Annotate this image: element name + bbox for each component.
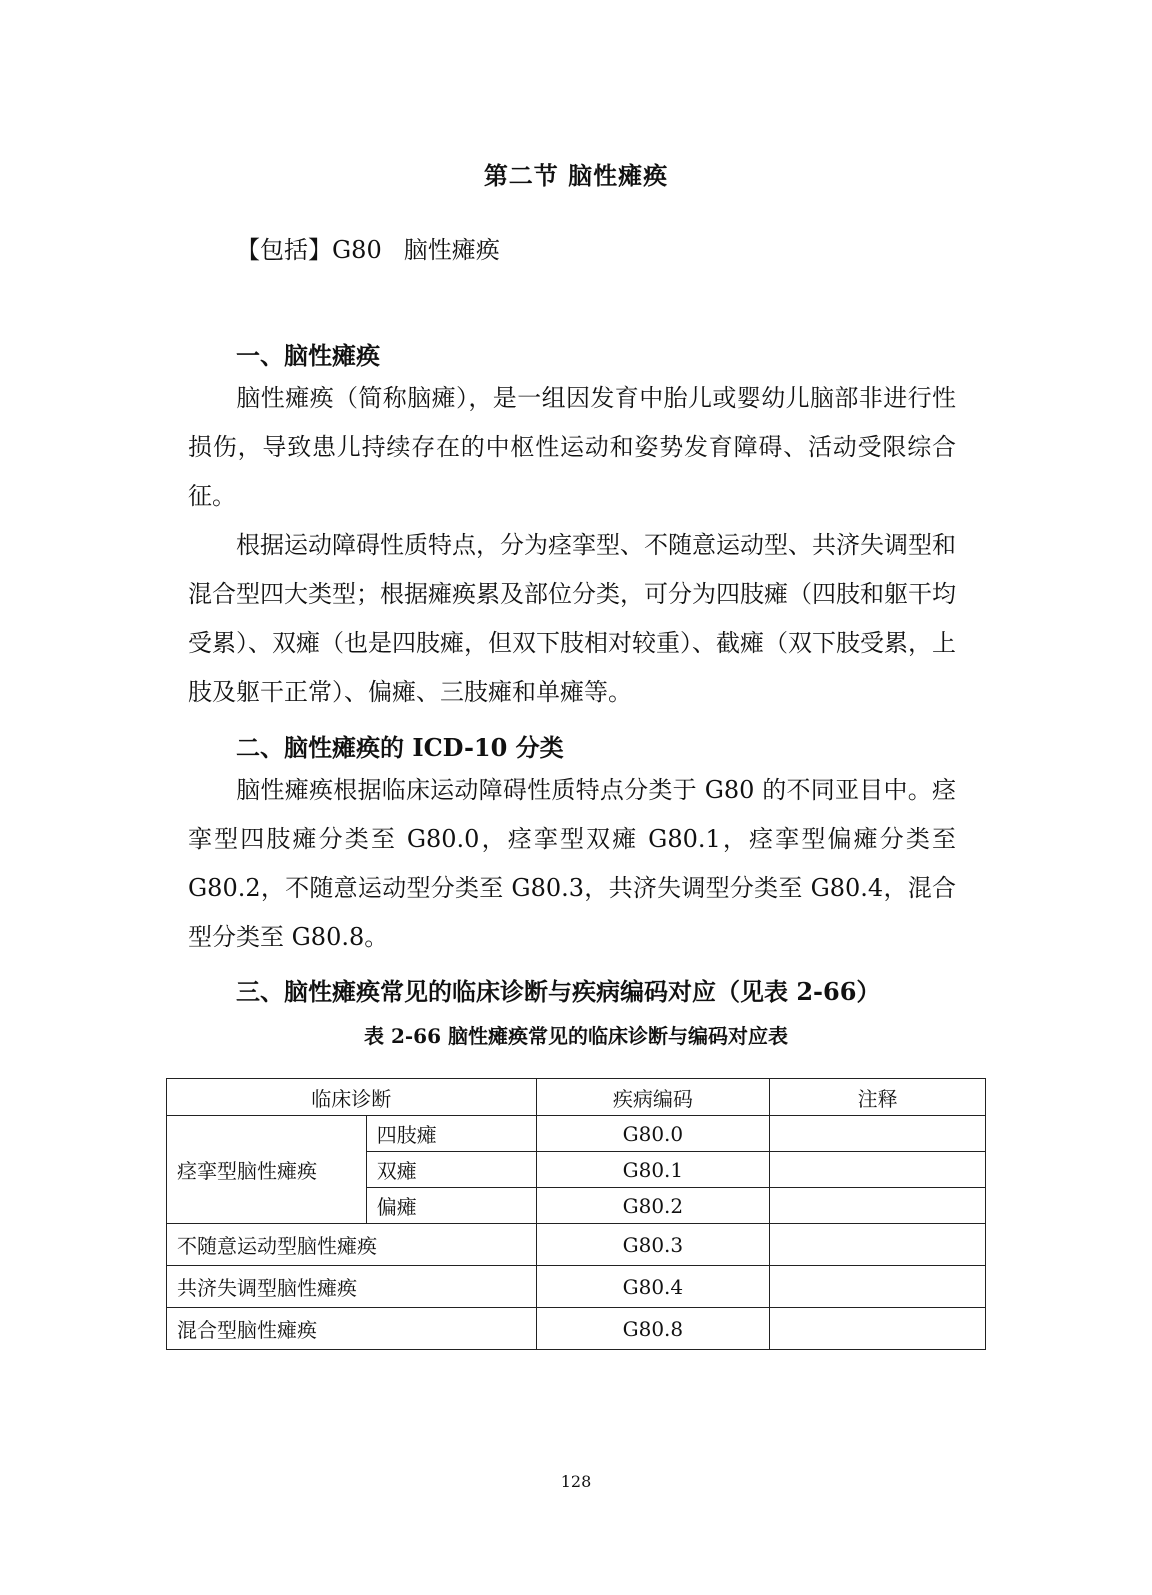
include-line <box>236 230 500 265</box>
table-caption: 表 2-66 脑性瘫痪常见的临床诊断与编码对应表 <box>364 1024 788 1048</box>
code-cell: G80.3 <box>536 1224 770 1266</box>
code-cell: G80.8 <box>536 1308 770 1350</box>
table-row <box>167 1116 986 1152</box>
note-cell <box>770 1188 986 1224</box>
note-cell <box>770 1152 986 1188</box>
heading-3: 三、脑性瘫痪常见的临床诊断与疾病编码对应（见表 2-66） <box>236 977 881 1006</box>
code-cell: G80.1 <box>536 1152 770 1188</box>
table-header-row <box>167 1079 986 1116</box>
paragraph-icd-text: 脑性瘫痪根据临床运动障碍性质特点分类于 G80 的不同亚目中。痉挛型四肢瘫分类至 G80.0，痉挛型双瘫 G80.1，痉挛型偏瘫分类至 G80.2，不随意运动型分类至 G80.3，共济失调型分类至 G80.4，混合型分类至 G80.8。 <box>188 776 956 951</box>
code-cell: G80.4 <box>536 1266 770 1308</box>
paragraph-definition-text: 脑性瘫痪（简称脑瘫），是一组因发育中胎儿或婴幼儿脑部非进行性损伤，导致患儿持续存在的中枢性运动和姿势发育障碍、活动受限综合征。 <box>188 384 956 510</box>
include-label: 【包括】 <box>236 236 332 264</box>
diagnosis-cell: 共济失调型脑性瘫痪 <box>167 1266 537 1308</box>
note-cell <box>770 1116 986 1152</box>
note-cell <box>770 1266 986 1308</box>
table-row <box>167 1308 986 1350</box>
code-cell: G80.0 <box>536 1116 770 1152</box>
note-cell <box>770 1308 986 1350</box>
paragraph-definition <box>188 374 956 521</box>
heading-1: 一、脑性瘫痪 <box>236 341 380 370</box>
paragraph-classification-text: 根据运动障碍性质特点，分为痉挛型、不随意运动型、共济失调型和混合型四大类型；根据瘫痪累及部位分类，可分为四肢瘫（四肢和躯干均受累）、双瘫（也是四肢瘫，但双下肢相对较重）、截瘫（双下肢受累，上肢及躯干正常）、偏瘫、三肢瘫和单瘫等。 <box>188 531 956 706</box>
diagnosis-cell: 混合型脑性瘫痪 <box>167 1308 537 1350</box>
header-diagnosis: 临床诊断 <box>167 1079 537 1116</box>
paragraph-classification <box>188 521 956 717</box>
code-table <box>166 1078 986 1350</box>
sub-type-cell: 双瘫 <box>366 1152 536 1188</box>
section-title: 第二节 脑性瘫痪 <box>483 161 669 190</box>
page-number: 128 <box>560 1472 592 1491</box>
note-cell <box>770 1224 986 1266</box>
code-cell: G80.2 <box>536 1188 770 1224</box>
include-name: 脑性瘫痪 <box>403 236 500 264</box>
sub-type-cell: 四肢瘫 <box>366 1116 536 1152</box>
header-note: 注释 <box>770 1079 986 1116</box>
header-code: 疾病编码 <box>536 1079 770 1116</box>
paragraph-icd <box>188 766 956 962</box>
group-name-cell: 痉挛型脑性瘫痪 <box>167 1116 367 1224</box>
table-row <box>167 1224 986 1266</box>
table-row <box>167 1266 986 1308</box>
diagnosis-cell: 不随意运动型脑性瘫痪 <box>167 1224 537 1266</box>
heading-2: 二、脑性瘫痪的 ICD-10 分类 <box>236 733 564 762</box>
include-code: G80 <box>332 236 382 264</box>
sub-type-cell: 偏瘫 <box>366 1188 536 1224</box>
